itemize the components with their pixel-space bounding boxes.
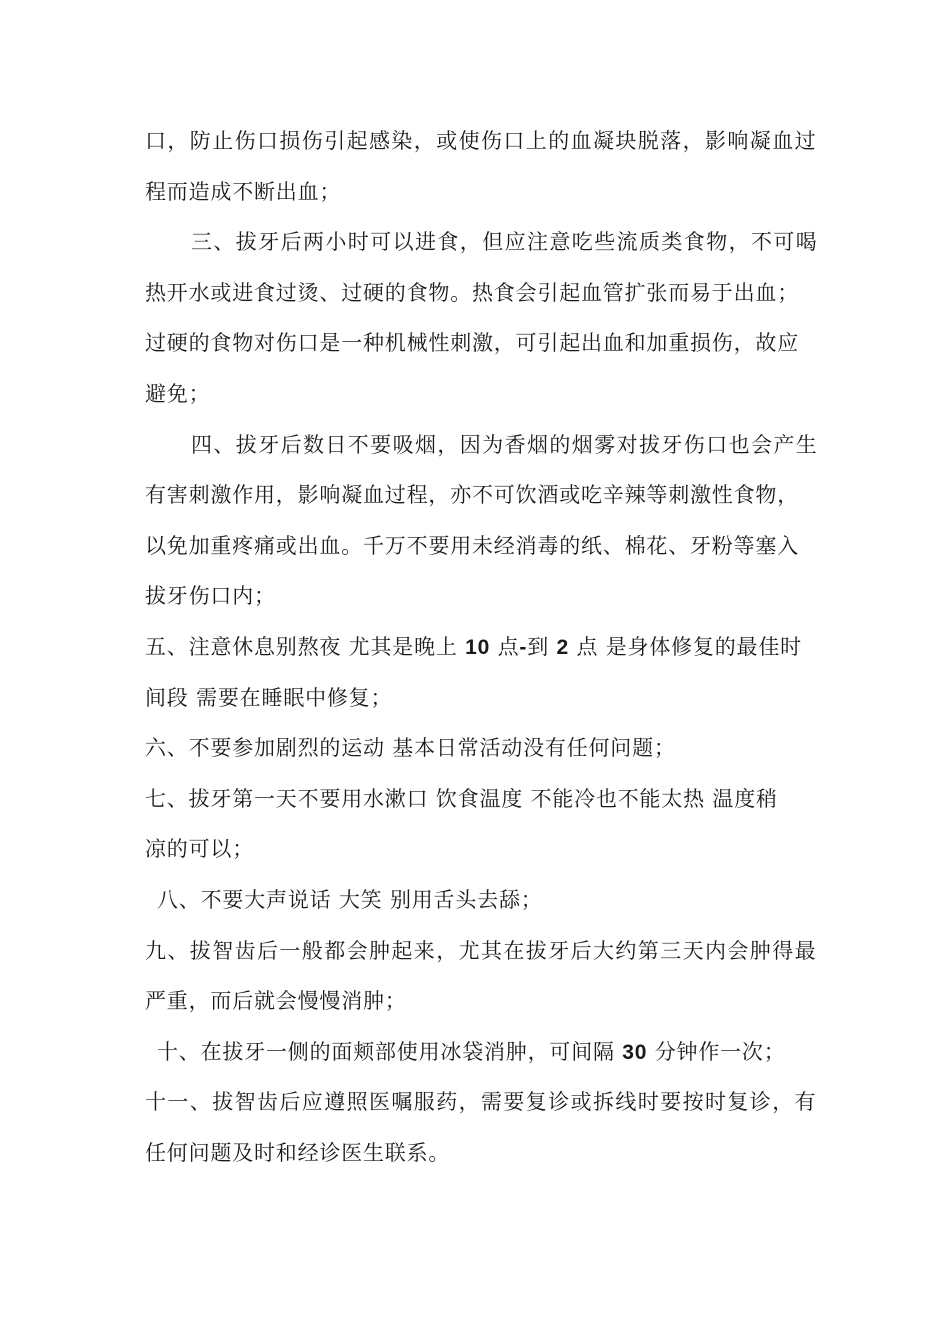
paragraph-line: 间段 需要在睡眠中修复；	[145, 685, 393, 710]
paragraph-line: 避免；	[145, 381, 211, 406]
item-six-line: 六、不要参加剧烈的运动 基本日常活动没有任何问题；	[145, 736, 676, 761]
paragraph-line: 以免加重疼痛或出血。千万不要用未经消毒的纸、棉花、牙粉等塞入	[145, 533, 799, 558]
paragraph-line: 口，防止伤口损伤引起感染，或使伤口上的血凝块脱落，影响凝血过	[145, 129, 817, 153]
paragraph-line: 凉的可以；	[145, 837, 254, 862]
paragraph-line: 严重，而后就会慢慢消肿；	[145, 989, 407, 1014]
item-nine-line: 九、拔智齿后一般都会肿起来，尤其在拔牙后大约第三天内会肿得最	[145, 938, 817, 963]
paragraph-line: 任何问题及时和经诊医生联系。	[145, 1140, 451, 1165]
paragraph-line: 拔牙伤口内；	[145, 584, 276, 609]
item-eleven-line: 十一、拔智齿后应遵照医嘱服药，需要复诊或拆线时要按时复诊，有	[145, 1090, 817, 1115]
item-four-line: 四、拔牙后数日不要吸烟，因为香烟的烟雾对拔牙伤口也会产生	[191, 432, 819, 457]
item-seven-line: 七、拔牙第一天不要用水漱口 饮食温度 不能冷也不能太热 温度稍	[145, 786, 778, 811]
item-ten-line: 十、在拔牙一侧的面颊部使用冰袋消肿，可间隔 30 分钟作一次；	[157, 1039, 786, 1064]
paragraph-line: 热开水或进食过烫、过硬的食物。热食会引起血管扩张而易于出血；	[145, 280, 799, 305]
paragraph-line: 程而造成不断出血；	[145, 179, 342, 204]
document-body	[145, 116, 817, 1178]
paragraph-line: 有害刺激作用，影响凝血过程，亦不可饮酒或吃辛辣等刺激性食物，	[145, 483, 799, 508]
item-three-line: 三、拔牙后两小时可以进食，但应注意吃些流质类食物，不可喝	[191, 230, 819, 255]
paragraph-line: 过硬的食物对伤口是一种机械性刺激，可引起出血和加重损伤，故应	[145, 331, 799, 356]
item-five-line: 五、注意休息别熬夜 尤其是晚上 10 点-到 2 点 是身体修复的最佳时	[145, 634, 802, 659]
item-eight-line: 八、不要大声说话 大笑 别用舌头去舔；	[157, 887, 543, 912]
